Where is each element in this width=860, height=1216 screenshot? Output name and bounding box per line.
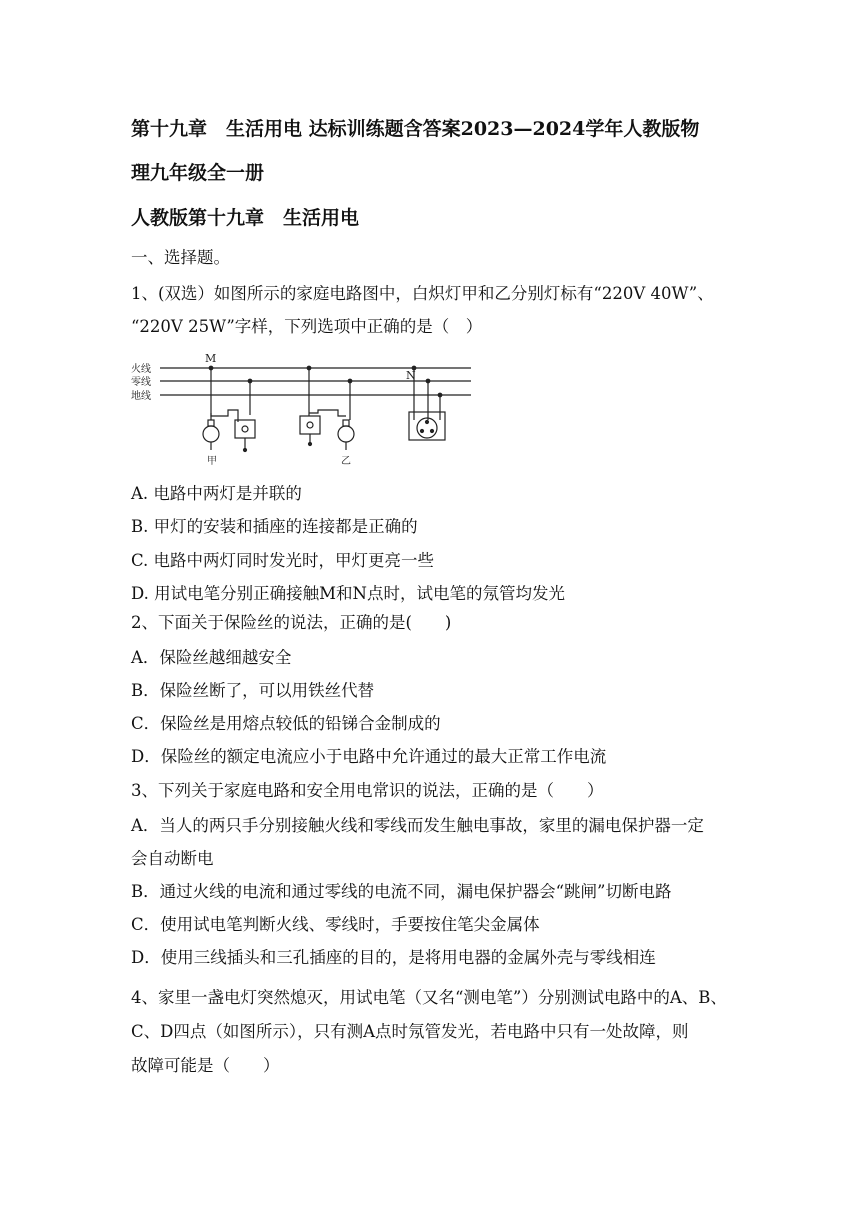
document-title-line-1: 第十九章 生活用电 达标训练题含答案2023—2024学年人教版物 — [131, 118, 700, 140]
document-title-line-2: 理九年级全一册 — [131, 162, 265, 184]
q2-option-b: B．保险丝断了，可以用铁丝代替 — [131, 681, 375, 700]
q3-option-d: D．使用三线插头和三孔插座的目的，是将用电器的金属外壳与零线相连 — [131, 948, 656, 967]
q1-option-a: A. 电路中两灯是并联的 — [131, 484, 302, 503]
q4-stem-line-2: C、D四点（如图所示），只有测A点时氖管发光，若电路中只有一处故障，则 — [131, 1022, 689, 1041]
lamp-yi-label: 乙 — [341, 456, 351, 467]
q2-option-a: A．保险丝越细越安全 — [131, 648, 292, 667]
point-n-label: N — [406, 369, 416, 382]
q2-stem: 2、下面关于保险丝的说法，正确的是( ) — [131, 613, 452, 632]
live-wire-label: 火线 — [131, 364, 151, 375]
chapter-heading: 人教版第十九章 生活用电 — [131, 207, 360, 229]
q4-stem-line-3: 故障可能是（ ） — [131, 1056, 280, 1075]
earth-wire-label: 地线 — [131, 391, 151, 402]
q2-option-c: C．保险丝是用熔点较低的铅锑合金制成的 — [131, 714, 441, 733]
q1-stem-line-1: 1、(双选）如图所示的家庭电路图中，白炽灯甲和乙分别灯标有“220V 40W”、 — [131, 284, 714, 303]
q4-stem-line-1: 4、家里一盏电灯突然熄灭，用试电笔（又名“测电笔”）分别测试电路中的A、B、 — [131, 988, 727, 1007]
household-circuit-diagram — [128, 350, 478, 468]
q1-stem-line-2: “220V 25W”字样，下列选项中正确的是（ ） — [131, 317, 483, 336]
point-m-label: M — [205, 352, 217, 365]
q3-option-c: C．使用试电笔判断火线、零线时，手要按住笔尖金属体 — [131, 915, 540, 934]
neutral-wire-label: 零线 — [131, 377, 151, 388]
q3-option-b: B．通过火线的电流和通过零线的电流不同，漏电保护器会“跳闸”切断电路 — [131, 882, 672, 901]
q3-option-a-line-2: 会自动断电 — [131, 849, 214, 868]
q1-option-b: B. 甲灯的安装和插座的连接都是正确的 — [131, 517, 418, 536]
q2-option-d: D．保险丝的额定电流应小于电路中允许通过的最大正常工作电流 — [131, 747, 607, 766]
q3-option-a-line-1: A．当人的两只手分别接触火线和零线而发生触电事故，家里的漏电保护器一定 — [131, 816, 704, 835]
section-heading: 一、选择题。 — [131, 248, 230, 267]
q1-option-c: C. 电路中两灯同时发光时，甲灯更亮一些 — [131, 551, 435, 570]
q1-option-d: D. 用试电笔分别正确接触M和N点时，试电笔的氖管均发光 — [131, 584, 565, 603]
lamp-jia-label: 甲 — [207, 456, 217, 467]
q3-stem: 3、下列关于家庭电路和安全用电常识的说法，正确的是（ ） — [131, 781, 604, 800]
